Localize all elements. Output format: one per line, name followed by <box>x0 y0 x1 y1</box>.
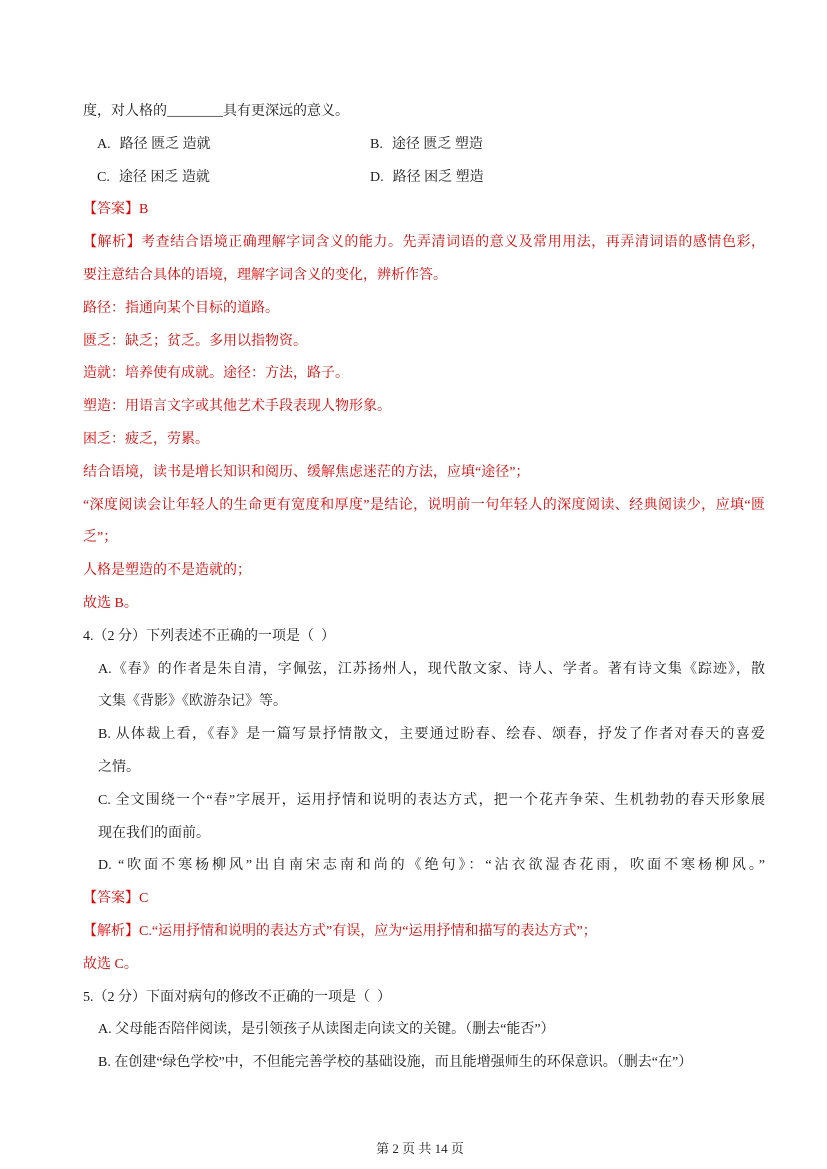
q3-option-d <box>370 162 484 195</box>
q3-analysis-line: “深度阅读会让年轻人的生命更有宽度和厚度”是结论，说明前一句年轻人的深度阅读、经典阅读少，应填“匮 <box>83 497 765 513</box>
q3-option-a <box>97 129 370 162</box>
option-label: C. <box>97 169 110 185</box>
q3-answer-line: 【答案】B <box>83 202 149 218</box>
q3-analysis-line: 故选 B。 <box>83 595 138 611</box>
q5-stem: 5.（2 分）下面对病句的修改不正确的一项是（ ） <box>83 989 391 1005</box>
q4-option-line: A.《春》的作者是朱自清，字佩弦，江苏扬州人，现代散文家、诗人、学者。著有诗文集《踪迹》，散 <box>98 661 765 677</box>
q4-option-line: 现在我们的面前。 <box>98 825 210 841</box>
q4-analysis-line: 故选 C。 <box>83 956 138 972</box>
q4-analysis-line: 【解析】C.“运用抒情和说明的表达方式”有误，应为“运用抒情和描写的表达方式”； <box>83 923 597 939</box>
page-footer <box>0 1122 827 1169</box>
q4-option-line: D. “吹面不寒杨柳风”出自南宋志南和尚的《绝句》：“沾衣欲湿杏花雨，吹面不寒杨柳风。” <box>98 858 765 874</box>
page-content <box>83 96 765 1080</box>
q4-stem: 4.（2 分）下列表述不正确的一项是（ ） <box>83 628 335 644</box>
q5-option-line: A. 父母能否陪伴阅读，是引领孩子从读图走向读文的关键。（删去“能否”） <box>98 1022 555 1038</box>
q3-analysis-line: 【解析】考查结合语境正确理解字词含义的能力。先弄清词语的意义及常用用法，再弄清词语的感情色彩， <box>83 235 765 251</box>
q3-options-row-2 <box>97 162 765 195</box>
q3-option-c <box>97 162 370 195</box>
option-label: A. <box>97 136 111 152</box>
q3-analysis-line: 人格是塑造的不是造就的； <box>83 563 251 579</box>
option-text: 途径 匮乏 塑造 <box>391 136 483 152</box>
q3-analysis-line: 要注意结合具体的语境，理解字词含义的变化，辨析作答。 <box>83 267 447 283</box>
q3-stem-tail: 度，对人格的________具有更深远的意义。 <box>83 104 349 119</box>
q3-analysis-line: 乏”； <box>83 530 118 546</box>
option-label: D. <box>370 169 384 185</box>
q3-analysis-line: 造就：培养使有成就。途径：方法，路子。 <box>83 366 349 382</box>
q3-options-grid <box>97 129 765 195</box>
option-label: B. <box>370 136 383 152</box>
q3-analysis-line: 路径：指通向某个目标的道路。 <box>83 300 279 316</box>
q4-option-line: 文集《背影》《欧游杂记》等。 <box>98 694 287 710</box>
page-number: 第 2 页 共 14 页 <box>376 1141 464 1156</box>
option-text: 途径 困乏 造就 <box>118 169 210 185</box>
q3-options-row-1 <box>97 129 765 162</box>
q5-option-line: B. 在创建“绿色学校”中，不但能完善学校的基础设施，而且能增强师生的环保意识。（删去“在”） <box>98 1055 693 1071</box>
q4-option-line: C. 全文围绕一个“春”字展开，运用抒情和说明的表达方式，把一个花卉争荣、生机勃勃的春天形象展 <box>98 792 765 808</box>
q3-analysis-line: 结合语境，读书是增长知识和阅历、缓解焦虑迷茫的方法，应填“途径”； <box>83 464 530 480</box>
q3-analysis-line: 匮乏：缺乏；贫乏。多用以指物资。 <box>83 333 307 349</box>
option-text: 路径 困乏 塑造 <box>392 169 484 185</box>
option-text: 路径 匮乏 造就 <box>119 136 211 152</box>
q3-analysis-line: 困乏：疲乏，劳累。 <box>83 431 209 447</box>
q3-option-b <box>370 129 483 162</box>
q4-option-line: 之情。 <box>98 759 140 775</box>
q4-answer-line: 【答案】C <box>83 891 149 907</box>
q4-option-line: B. 从体裁上看，《春》是一篇写景抒情散文，主要通过盼春、绘春、颂春，抒发了作者对春天的喜爱 <box>98 727 765 743</box>
q3-analysis-line: 塑造：用语言文字或其他艺术手段表现人物形象。 <box>83 399 391 415</box>
